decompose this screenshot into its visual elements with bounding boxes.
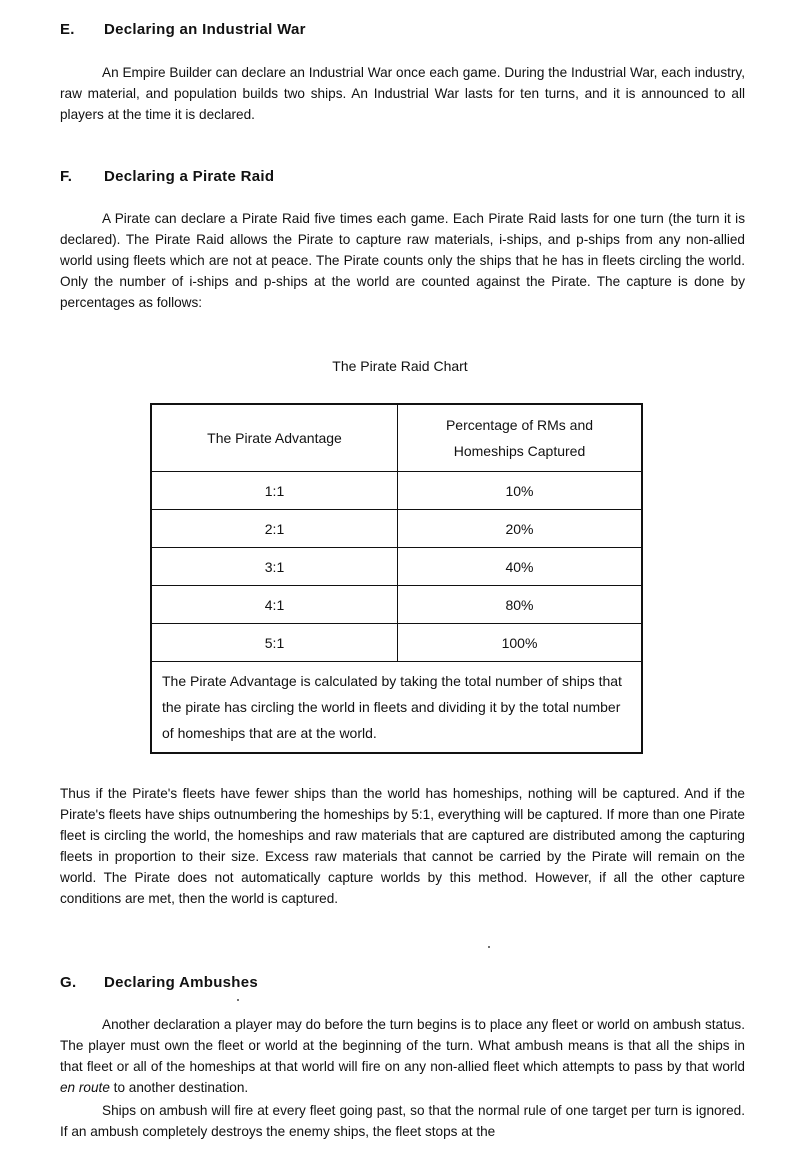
percentage-cell: 100%: [398, 624, 643, 662]
pirate-raid-table: [150, 403, 643, 754]
advantage-cell: 5:1: [151, 624, 398, 662]
advantage-cell: 2:1: [151, 510, 398, 548]
percentage-cell: 80%: [398, 586, 643, 624]
section-g-body-2: Ships on ambush will fire at every fleet going past, so that the normal rule of one target per turn is ignored. If an ambush completely destroys the enemy ships, the fleet stops at the: [60, 1103, 745, 1139]
table-row: [151, 548, 642, 586]
advantage-cell: 1:1: [151, 472, 398, 510]
section-e-heading: [60, 21, 306, 38]
percentage-cell: 10%: [398, 472, 643, 510]
section-e-title: Declaring an Industrial War: [104, 21, 306, 38]
percentage-cell: 40%: [398, 548, 643, 586]
table-note: The Pirate Advantage is calculated by taking the total number of ships that the pirate has circling the world in fleets and dividing it by the total number of homeships that are at the world.: [151, 662, 642, 754]
percentage-cell: 20%: [398, 510, 643, 548]
header-percentage: Percentage of RMs and Homeships Captured: [398, 404, 643, 472]
section-g-heading: [60, 974, 258, 991]
table-row: [151, 510, 642, 548]
table-row: [151, 472, 642, 510]
section-f-body: A Pirate can declare a Pirate Raid five times each game. Each Pirate Raid lasts for one turn (the turn it is declared). The Pirate Raid allows the Pirate to capture raw materials, i-ships, and p-ships from any non-allied world using fleets which are not at peace. The Pirate counts only the ships that he has in fleets circling the world. Only the number of i-ships and p-ships at the world are counted against the Pirate. The capture is done by percentages as follows:: [60, 211, 745, 310]
section-f-heading: [60, 168, 274, 185]
table-header-row: [151, 404, 642, 472]
header-advantage: The Pirate Advantage: [151, 404, 398, 472]
scan-speck: [237, 999, 239, 1001]
section-f-title: Declaring a Pirate Raid: [104, 168, 275, 185]
section-e-body: An Empire Builder can declare an Industrial War once each game. During the Industrial War, each industry, raw material, and population builds two ships. An Industrial War lasts for ten turns, and it is announced to all players at the time it is declared.: [60, 65, 745, 122]
section-e-letter: E.: [60, 21, 75, 38]
section-g-title: Declaring Ambushes: [104, 974, 259, 991]
table-row: [151, 586, 642, 624]
chart-title: The Pirate Raid Chart: [332, 358, 468, 374]
italic-en-route: en route: [60, 1080, 110, 1095]
advantage-cell: 4:1: [151, 586, 398, 624]
advantage-cell: 3:1: [151, 548, 398, 586]
section-f-letter: F.: [60, 168, 73, 185]
table-note-row: [151, 662, 642, 754]
scan-speck: [488, 946, 490, 948]
section-g-letter: G.: [60, 974, 77, 991]
table-row: [151, 624, 642, 662]
section-g-body-1: Another declaration a player may do before the turn begins is to place any fleet or world on ambush status. The player must own the fleet or world at the beginning of the turn. What ambush means is that all the ships in that fleet or all of the homeships at that world will fire on any non-allied fleet which attempts to pass by that world en route to another destination.: [60, 1017, 745, 1095]
section-f-conclusion: Thus if the Pirate's fleets have fewer ships than the world has homeships, nothing will be captured. And if the Pirate's fleets have ships outnumbering the homeships by 5:1, everything will be captured. If more than one Pirate fleet is circling the world, the homeships and raw materials that are captured are distributed among the capturing fleets in proportion to their size. Excess raw materials that cannot be carried by the Pirate will remain on the world. The Pirate does not automatically capture worlds by this method. However, if all the other capture conditions are met, then the world is captured.: [60, 786, 745, 906]
